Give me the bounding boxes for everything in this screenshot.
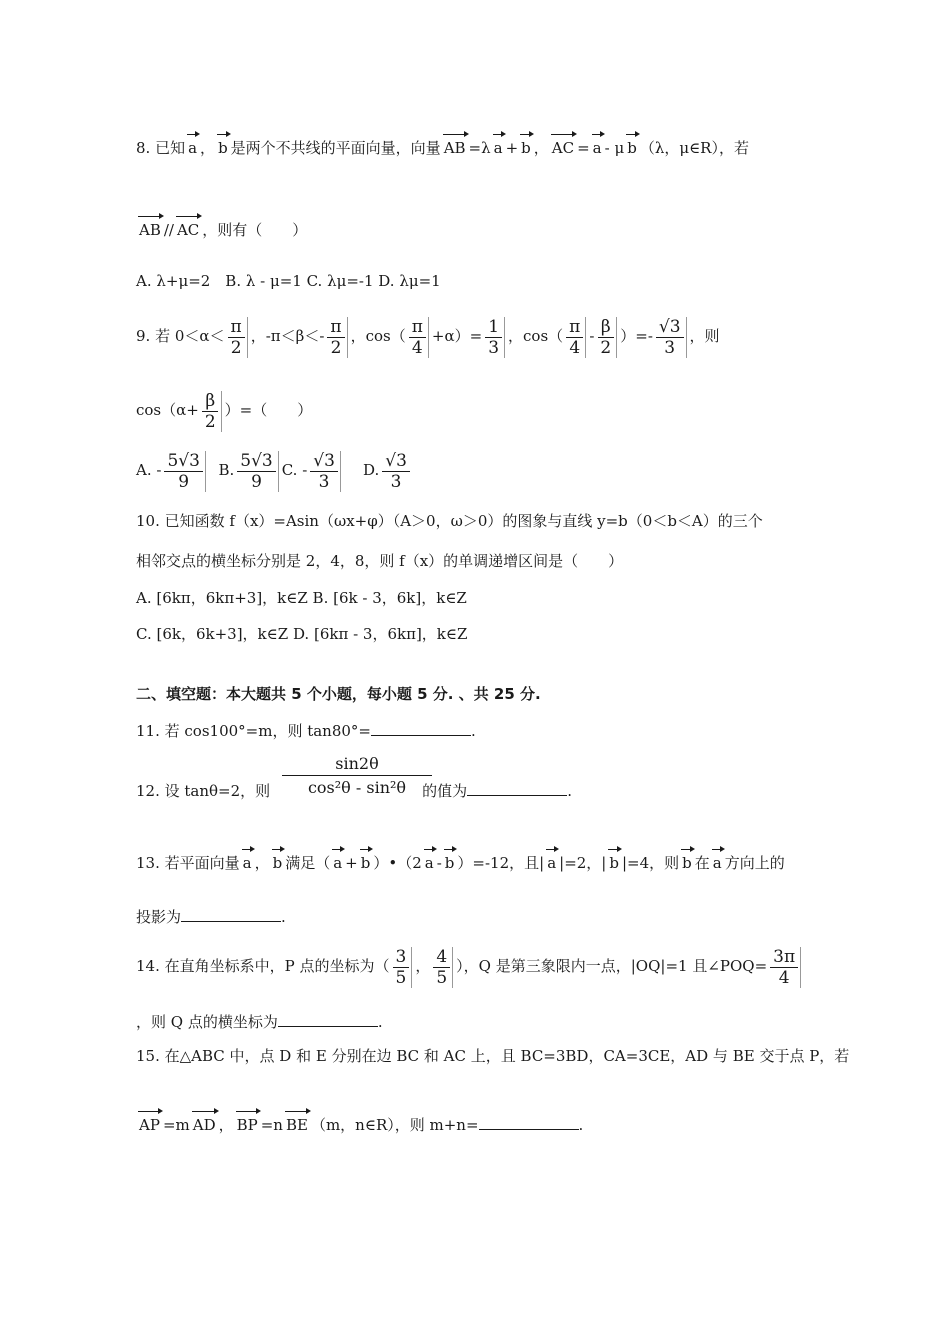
fraction-numerator: 3π xyxy=(770,947,798,968)
q8-sep: ， xyxy=(200,139,216,157)
q10-options-cd: C. [6k，6k+3]，k∈Z D. [6kπ - 3，6kπ]，k∈Z xyxy=(136,625,468,643)
q9-text-2: ，-π＜β＜- xyxy=(250,327,325,345)
fraction-numerator: √3 xyxy=(310,451,338,472)
vector-AP: AP xyxy=(139,1116,160,1134)
q13-text-6: |=4，则 xyxy=(621,854,680,872)
q13-text: 13. 若平面向量 xyxy=(136,854,240,872)
q8-sep2: ， xyxy=(533,139,549,157)
fraction-denominator: 5 xyxy=(395,967,407,988)
fraction-numerator: 5√3 xyxy=(164,451,202,472)
parallel-symbol: // xyxy=(163,221,174,239)
vector-b: b xyxy=(627,139,637,157)
vector-b: b xyxy=(360,854,371,872)
fraction-numerator: π xyxy=(228,317,245,338)
vector-b: b xyxy=(682,854,692,872)
vector-a: a xyxy=(424,854,434,872)
q12-text-2: 的值为 xyxy=(422,782,468,800)
q8-eq1: =λ xyxy=(468,139,491,157)
q10-line-1: 10. 已知函数 f（x）=Asin（ωx+φ）（A＞0，ω＞0）的图象与直线 y=b（0＜b＜A）的三个 xyxy=(136,512,763,530)
fraction-denominator: 4 xyxy=(569,337,581,358)
fraction-3-over-5 xyxy=(393,947,413,988)
fraction-denominator: 3 xyxy=(390,471,402,492)
vector-a: a xyxy=(188,139,198,157)
vector-AC: AC xyxy=(176,221,200,239)
fraction-denominator: 4 xyxy=(778,967,790,988)
vector-b: b xyxy=(218,139,228,157)
vector-a: a xyxy=(592,139,602,157)
q13-line-1 xyxy=(136,853,785,873)
q9-text-8: ，则 xyxy=(689,327,720,345)
fraction-one-third xyxy=(485,317,505,358)
q13-minus: - xyxy=(436,854,442,872)
vector-a: a xyxy=(242,854,252,872)
q14-text-2: ），Q 是第三象限内一点，|OQ|=1 且∠POQ= xyxy=(456,957,768,975)
q8-minus-mu: - μ xyxy=(604,139,625,157)
answer-blank[interactable] xyxy=(181,907,281,922)
fraction-numerator: β xyxy=(202,391,218,412)
q9-line2-text: cos（α+ xyxy=(136,401,199,419)
q11-end: . xyxy=(471,722,476,740)
fraction-beta-over-2 xyxy=(597,317,617,358)
fraction-pi-over-4 xyxy=(409,317,429,358)
vector-BE: BE xyxy=(285,1116,308,1134)
q9-text: 9. 若 0＜α＜ xyxy=(136,327,225,345)
q8-text: 8. 已知 xyxy=(136,139,186,157)
vector-b: b xyxy=(609,854,619,872)
fraction-5sqrt3-over-9 xyxy=(164,451,205,492)
fraction-denominator: 2 xyxy=(330,337,342,358)
vector-a: a xyxy=(333,854,343,872)
fraction-3pi-over-4 xyxy=(770,947,801,988)
fraction-numerator: √3 xyxy=(656,317,684,338)
option-c-label: C. - xyxy=(281,461,308,479)
fraction-5sqrt3-over-9 xyxy=(237,451,278,492)
vector-a: a xyxy=(493,139,503,157)
q9-line-1 xyxy=(136,312,720,360)
fraction-pi-over-2 xyxy=(228,317,248,358)
answer-blank[interactable] xyxy=(479,1115,579,1130)
vector-BP: BP xyxy=(236,1116,258,1134)
q8-options: A. λ+μ=2 B. λ - μ=1 C. λμ=-1 D. λμ=1 xyxy=(136,272,441,290)
vector-b: b xyxy=(521,139,531,157)
q15-line-1: 15. 在△ABC 中，点 D 和 E 分别在边 BC 和 AC 上，且 BC=3BD，CA=3CE，AD 与 BE 交于点 P，若 xyxy=(136,1047,850,1065)
q13-text-3: ）•（2 xyxy=(373,854,422,872)
q11-text: 11. 若 cos100°=m，则 tan80°= xyxy=(136,722,371,740)
q13-line2-text: 投影为 xyxy=(136,908,182,926)
q13-text-5: |=2，| xyxy=(559,854,607,872)
q8-eq2: = xyxy=(577,139,590,157)
fraction-numerator: 4 xyxy=(433,947,450,968)
fraction-numerator: π xyxy=(327,317,344,338)
vector-a: a xyxy=(547,854,557,872)
vector-a: a xyxy=(712,854,722,872)
q8-tail: （λ，μ∈R），若 xyxy=(639,139,749,157)
fraction-numerator: β xyxy=(598,317,614,338)
q15-sep: ， xyxy=(218,1116,234,1134)
q12-text: 12. 设 tanθ=2，则 xyxy=(136,782,271,800)
q9-line-2 xyxy=(136,386,312,434)
fraction-denominator: 9 xyxy=(178,471,190,492)
q15-eqn: =n xyxy=(260,1116,283,1134)
fraction-denominator: 3 xyxy=(318,471,330,492)
fraction-sqrt3-over-3 xyxy=(310,451,341,492)
q9-options xyxy=(136,446,415,494)
q13-end: . xyxy=(281,908,286,926)
q14-line-1 xyxy=(136,942,804,990)
q14-end: . xyxy=(377,1013,383,1031)
q9-line2-tail: ）=（ ） xyxy=(224,401,313,419)
fraction-denominator: 9 xyxy=(251,471,262,492)
q12-end: . xyxy=(567,782,572,800)
q8-line-2 xyxy=(136,220,307,240)
fraction-numerator: π xyxy=(409,317,426,338)
fraction-denominator: 3 xyxy=(488,337,500,358)
fraction-denominator: 2 xyxy=(204,411,216,432)
q9-text-6: - xyxy=(589,327,595,345)
q8-line2-tail: ，则有（ ） xyxy=(202,221,308,239)
fraction-pi-over-2 xyxy=(327,317,347,358)
fraction-sqrt3-over-3 xyxy=(382,451,412,492)
q13-sep: ， xyxy=(254,854,270,872)
q12-fraction xyxy=(282,754,432,797)
fraction-denominator: 5 xyxy=(436,967,448,988)
q11 xyxy=(136,721,476,741)
q15-line-2 xyxy=(136,1115,583,1135)
q8-plus: + xyxy=(505,139,519,157)
option-b-label: B. xyxy=(218,461,235,479)
q8-text-2: 是两个不共线的平面向量，向量 xyxy=(230,139,441,157)
q13-text-7: 在 xyxy=(694,854,710,872)
q14-text: 14. 在直角坐标系中，P 点的坐标为（ xyxy=(136,957,390,975)
section-heading: 二、填空题：本大题共 5 个小题，每小题 5 分. 、共 25 分. xyxy=(136,685,541,703)
q8-line-1 xyxy=(136,138,749,158)
q15-eqm: =m xyxy=(162,1116,190,1134)
fraction-denominator: 2 xyxy=(230,337,242,358)
q10-options-ab: A. [6kπ，6kπ+3]，k∈Z B. [6k - 3，6k]，k∈Z xyxy=(136,589,467,607)
answer-blank[interactable] xyxy=(371,721,471,736)
answer-blank[interactable] xyxy=(278,1012,378,1027)
q9-text-4: +α）= xyxy=(431,327,483,345)
q9-text-7: ）=- xyxy=(620,327,653,345)
fraction-beta-over-2 xyxy=(202,391,222,432)
q14-line2-text: ，则 Q 点的横坐标为 xyxy=(136,1013,278,1031)
q13-line-2 xyxy=(136,907,286,927)
option-a-label: A. - xyxy=(136,461,162,479)
fraction-denominator: 2 xyxy=(600,337,612,358)
vector-AD: AD xyxy=(192,1116,216,1134)
fraction-pi-over-4 xyxy=(566,317,586,358)
fraction-numerator: 5√3 xyxy=(237,451,275,472)
option-d-label: D. xyxy=(363,461,380,479)
fraction-numerator: sin2θ xyxy=(282,754,432,776)
vector-AB: AB xyxy=(139,221,161,239)
vector-b: b xyxy=(444,854,455,872)
answer-blank[interactable] xyxy=(467,781,567,796)
fraction-4-over-5 xyxy=(433,947,453,988)
q13-text-8: 方向上的 xyxy=(724,854,785,872)
q14-line-2 xyxy=(136,1012,383,1032)
fraction-numerator: 3 xyxy=(393,947,410,968)
fraction-denominator: cos²θ - sin²θ xyxy=(307,778,407,797)
q14-sep: ， xyxy=(415,957,431,975)
q15-tail: （m，n∈R），则 m+n= xyxy=(310,1116,479,1134)
vector-AB: AB xyxy=(443,139,466,157)
vector-AC: AC xyxy=(551,139,575,157)
q9-text-3: ，cos（ xyxy=(350,327,406,345)
fraction-denominator: 4 xyxy=(411,337,423,358)
q13-text-4: ）=-12，且| xyxy=(457,854,545,872)
q9-text-5: ，cos（ xyxy=(508,327,564,345)
vector-b: b xyxy=(272,854,283,872)
fraction-denominator: 3 xyxy=(664,337,676,358)
q10-line-2: 相邻交点的横坐标分别是 2，4，8，则 f（x）的单调递增区间是（ ） xyxy=(136,552,624,570)
q13-plus: + xyxy=(345,854,358,872)
fraction-numerator: 1 xyxy=(485,317,502,338)
q15-end: . xyxy=(578,1116,584,1134)
fraction-sqrt3-over-3 xyxy=(656,317,687,358)
fraction-numerator: √3 xyxy=(382,451,410,472)
q13-text-2: 满足（ xyxy=(285,854,331,872)
fraction-numerator: π xyxy=(566,317,583,338)
